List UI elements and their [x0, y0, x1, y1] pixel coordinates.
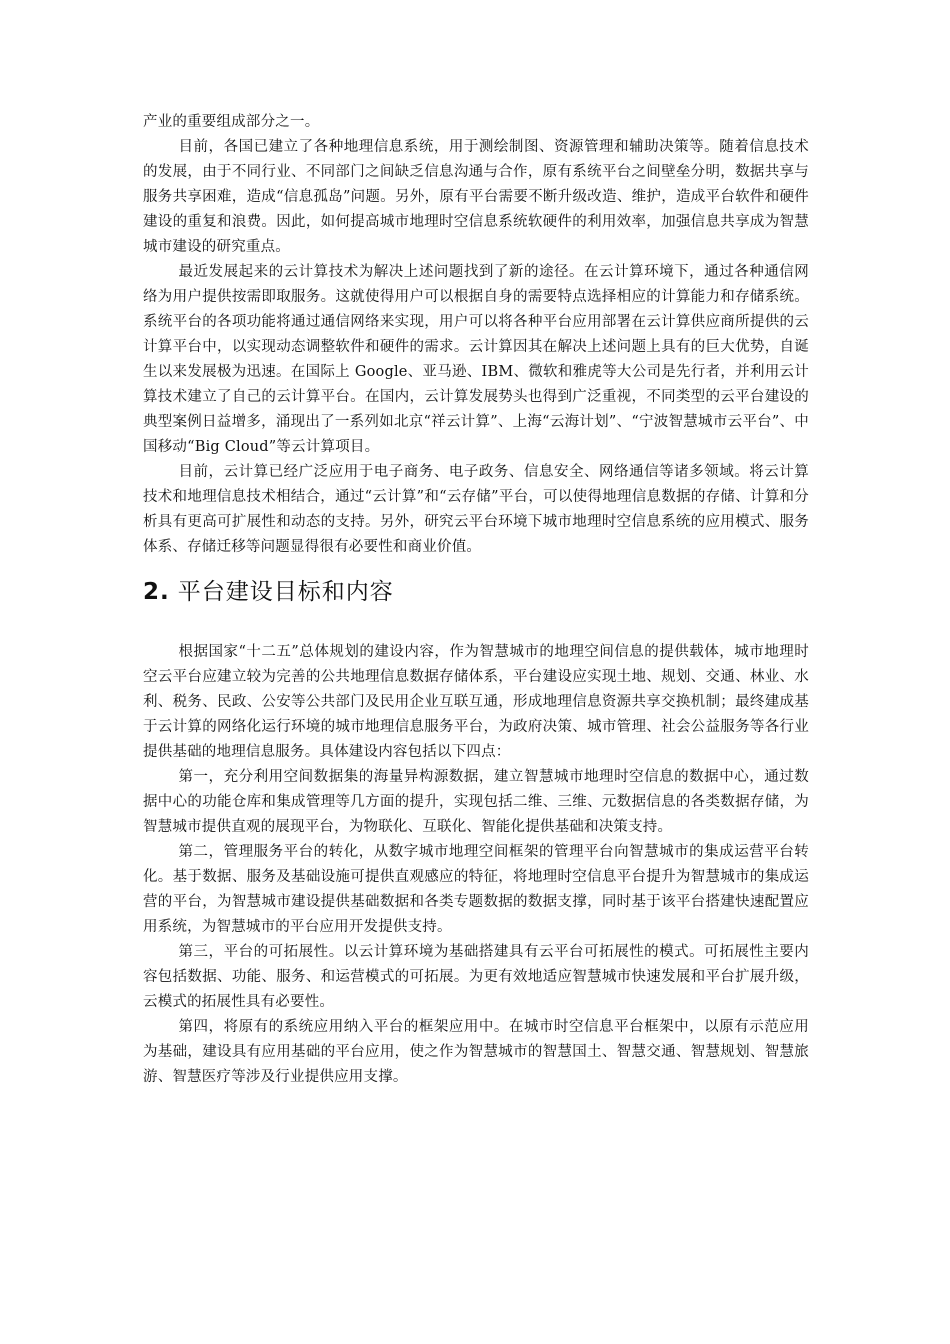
goals-section [143, 640, 809, 1090]
paragraph-point-two: 第二，管理服务平台的转化，从数字城市地理空间框架的管理平台向智慧城市的集成运营平台转化。基于数据、服务及基础设施可提供直观感应的特征，将地理时空信息平台提升为智慧城市的集成运营的平台，为智慧城市建设提供基础数据和各类专题数据的数据支撑，同时基于该平台搭建快速配置应用系统，为智慧城市的平台应用开发提供支持。 [143, 844, 809, 935]
section-number: 2. [143, 579, 170, 605]
paragraph-gis-status: 目前，各国已建立了各种地理信息系统，用于测绘制图、资源管理和辅助决策等。随着信息技术的发展，由于不同行业、不同部门之间缺乏信息沟通与合作，原有系统平台之间壁垒分明，数据共享与服务共享困难，造成“信息孤岛”问题。另外，原有平台需要不断升级改造、维护，造成平台软件和硬件建设的重复和浪费。因此，如何提高城市地理时空信息系统软硬件的利用效率，加强信息共享成为智慧城市建设的研究重点。 [143, 139, 809, 255]
paragraph-point-one: 第一，充分利用空间数据集的海量异构源数据，建立智慧城市地理时空信息的数据中心，通过数据中心的功能仓库和集成管理等几方面的提升，实现包括二维、三维、元数据信息的各类数据存储，为智慧城市提供直观的展现平台，为物联化、互联化、智能化提供基础和决策支持。 [143, 769, 809, 835]
paragraph-plan-overview: 根据国家“十二五”总体规划的建设内容，作为智慧城市的地理空间信息的提供载体，城市地理时空云平台应建立较为完善的公共地理信息数据存储体系，平台建设应实现土地、规划、交通、林业、水利、税务、民政、公安等公共部门及民用企业互联互通，形成地理信息资源共享交换机制；最终建成基于云计算的网络化运行环境的城市地理信息服务平台，为政府决策、城市管理、社会公益服务等各行业提供基础的地理信息服务。具体建设内容包括以下四点： [143, 644, 809, 760]
section-heading [143, 572, 809, 612]
paragraph-continuation: 产业的重要组成部分之一。 [143, 114, 320, 130]
paragraph-cloud-applications: 目前，云计算已经广泛应用于电子商务、电子政务、信息安全、网络通信等诸多领域。将云计算技术和地理信息技术相结合，通过“云计算”和“云存储”平台，可以使得地理信息数据的存储、计算和分析具有更高可扩展性和动态的支持。另外，研究云平台环境下城市地理时空信息系统的应用模式、服务体系、存储迁移等问题显得很有必要性和商业价值。 [143, 464, 809, 555]
intro-section [143, 110, 809, 560]
section-title: 平台建设目标和内容 [177, 579, 394, 605]
paragraph-point-four: 第四，将原有的系统应用纳入平台的框架应用中。在城市时空信息平台框架中，以原有示范应用为基础，建设具有应用基础的平台应用，使之作为智慧城市的智慧国土、智慧交通、智慧规划、智慧旅游、智慧医疗等涉及行业提供应用支撑。 [143, 1019, 809, 1085]
document-page [143, 110, 809, 1090]
paragraph-cloud-computing: 最近发展起来的云计算技术为解决上述问题找到了新的途径。在云计算环境下，通过各种通信网络为用户提供按需即取服务。这就使得用户可以根据自身的需要特点选择相应的计算能力和存储系统。系统平台的各项功能将通过通信网络来实现，用户可以将各种平台应用部署在云计算供应商所提供的云计算平台中，以实现动态调整软件和硬件的需求。云计算因其在解决上述问题上具有的巨大优势，自诞生以来发展极为迅速。在国际上 Google、亚马逊、IBM、微软和雅虎等大公司是先行者，并利用云计算技术建立了自己的云计算平台。在国内，云计算发展势头也得到广泛重视，不同类型的云平台建设的典型案例日益增多，涌现出了一系列如北京“祥云计算”、上海“云海计划”、“宁波智慧城市云平台”、中国移动“Big Cloud”等云计算项目。 [143, 264, 809, 455]
paragraph-point-three: 第三，平台的可拓展性。以云计算环境为基础搭建具有云平台可拓展性的模式。可拓展性主要内容包括数据、功能、服务、和运营模式的可拓展。为更有效地适应智慧城市快速发展和平台扩展升级，云模式的拓展性具有必要性。 [143, 944, 809, 1010]
